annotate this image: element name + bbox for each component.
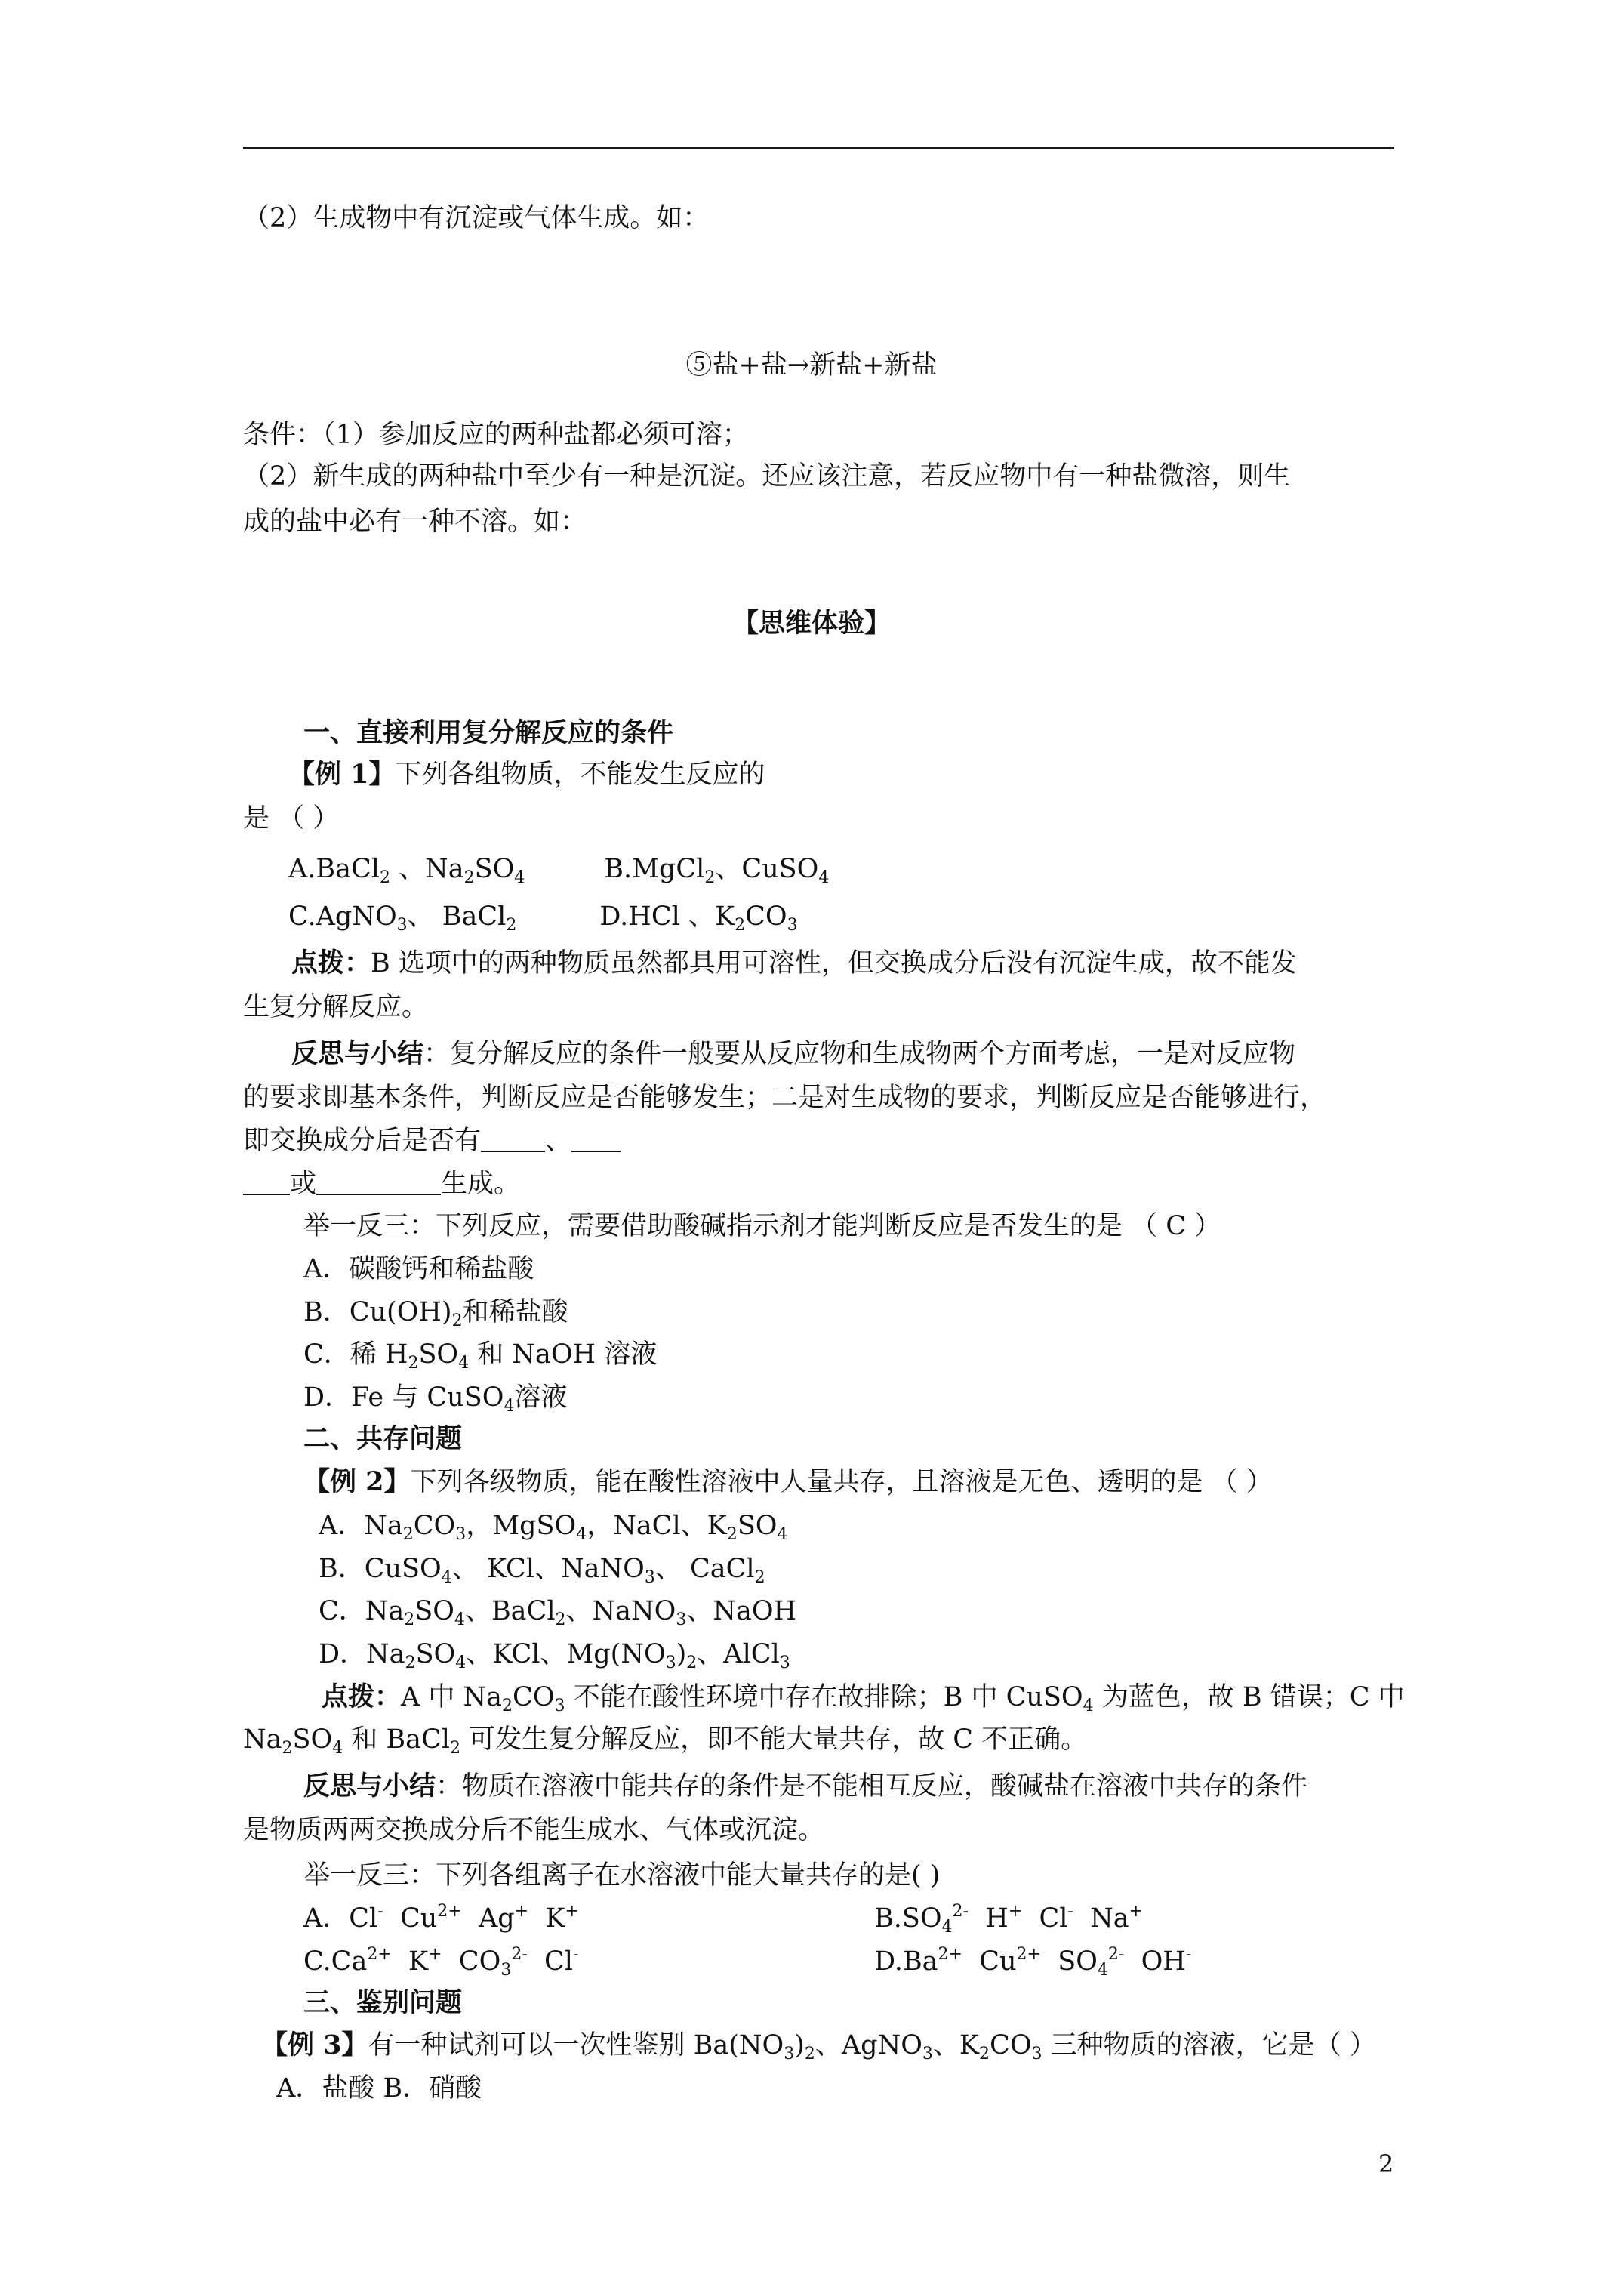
option-line: A．Cl- $Cu^{2+}$ Ag+ K+ [303,1902,579,1934]
text-line: 是 （ ） [243,803,340,834]
text-line: 条件：（1）参加反应的两种盐都必须可溶； [243,420,749,450]
text-line: 生复分解反应。 [243,992,429,1022]
question-line [288,759,765,791]
text-line: 或 生成。 [243,1168,520,1200]
question-line: 【例 3】有一种试剂可以一次性鉴别 $Ba(NO_3)_2$、AgNO$_3$、$K_2CO_3$ 三种物质的溶液，它是（ ） [261,2029,1376,2063]
subsection-heading: 一、直接利用复分解反应的条件 [303,717,674,748]
option-line: C．稀 $H_2SO_4$ 和 NaOH 溶液 [303,1339,658,1373]
section-heading: 【思维体验】 [731,608,891,639]
text-line: $Na_2SO_4$ 和 BaCl$_2$ 可发生复分解反应，即不能大量共存，故 C 不正确。 [243,1724,1088,1758]
option-line: A．碳酸钙和稀盐酸 [303,1254,534,1284]
section-heading: ⑤盐+盐→新盐+新盐 [685,350,938,381]
subsection-heading: 二、共存问题 [303,1423,463,1454]
question-text: 下列各组物质，不能发生反应的 [395,760,765,790]
summary-line: 反思与小结：物质在溶液中能共存的条件是不能相互反应，酸碱盐在溶液中共存的条件 [303,1771,1308,1801]
text-line: 即交换成分后是否有 、 [243,1125,621,1157]
hint-line: 点拨：B 选项中的两种物质虽然都具用可溶性，但交换成分后没有沉淀生成，故不能发 [291,948,1297,978]
text-line: 成的盐中必有一种不溶。如： [243,507,587,537]
fill-blank [316,1171,441,1195]
fill-blank [243,1171,290,1195]
option-line: A.BaCl$_2$ 、$Na_2SO_4$ B.MgCl$_2$、CuSO$_4$ [288,854,830,887]
option-line: A．盐酸 B．硝酸 [276,2073,482,2103]
summary-line: 反思与小结：复分解反应的条件一般要从反应物和生成物两个方面考虑，一是对反应物 [291,1038,1296,1069]
fill-blank [571,1128,621,1152]
hint-line: 点拨：A 中 $Na_2CO_3$ 不能在酸性环境中存在故排除；B 中 CuSO$_4$ 为蓝色，故 B 错误；C 中 [322,1681,1405,1715]
page-number: 2 [1378,2150,1394,2178]
practice-line: 举一反三：下列反应，需要借助酸碱指示剂才能判断反应是否发生的是 （ C ） [303,1211,1221,1241]
subsection-heading: 三、鉴别问题 [303,1987,463,2018]
option-line: D．$Na_2SO_4$、KCl、$Mg(NO_3)_2$、AlCl$_3$ [319,1639,790,1672]
option-line: C.AgNO$_3$、 BaCl$_2$ D.HCl 、$K_2CO_3$ [288,901,798,935]
option-line: D．Fe 与 CuSO$_4$溶液 [303,1382,568,1416]
option-line: $B.SO_4^{2-}$ H+ Cl- Na+ [874,1902,1144,1937]
text-line: 的要求即基本条件，判断反应是否能够发生；二是对生成物的要求，判断反应是否能够进行， [243,1083,1327,1113]
option-line: A．$Na_2CO_3$，MgSO$_4$，NaCl、$K_2SO_4$ [319,1511,788,1544]
option-line: B．CuSO$_4$、 KCl、NaNO$_3$、 CaCl$_2$ [319,1554,765,1587]
option-line: $D.Ba^{2+}$ $Cu^{2+}$ $SO_4^{2-}$ OH- [874,1945,1192,1980]
header-rule [243,147,1394,149]
example-label: 【例 2】 [303,1466,411,1497]
example-label: 【例 1】 [288,759,396,790]
option-line: $C.Ca^{2+}$ K+ $CO_3^{2-}$ Cl- [303,1945,579,1980]
option-line: C．$Na_2SO_4$、BaCl$_2$、NaNO$_3$、NaOH [319,1596,797,1629]
hint-label: 点拨： [291,948,371,978]
practice-line: 举一反三：下列各组离子在水溶液中能大量共存的是( ) [303,1860,941,1891]
question-line: 【例 2】下列各级物质，能在酸性溶液中人量共存，且溶液是无色、透明的是 （ ） [303,1466,1273,1497]
text-line: （2）新生成的两种盐中至少有一种是沉淀。还应该注意，若反应物中有一种盐微溶，则生 [243,461,1291,492]
option-line: B．$Cu(OH)_2$和稀盐酸 [303,1297,568,1330]
fill-blank [481,1128,545,1152]
text-line: 是物质两两交换成分后不能生成水、气体或沉淀。 [243,1815,825,1845]
text-line: （2）生成物中有沉淀或气体生成。如： [243,203,710,233]
